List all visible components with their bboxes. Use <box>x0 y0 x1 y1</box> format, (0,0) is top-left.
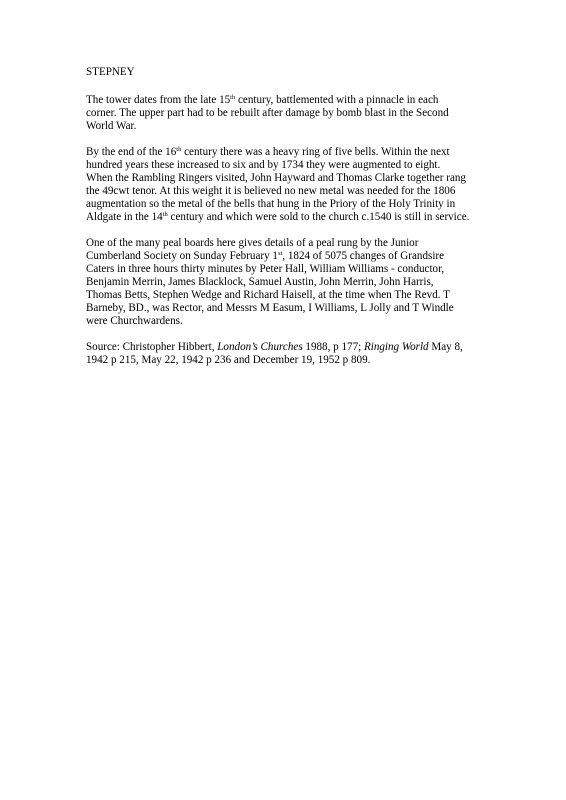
paragraph-bells <box>86 146 486 224</box>
book-title: London’s Churches <box>217 341 303 353</box>
paragraph-line <box>86 341 486 354</box>
text-run: century there was a heavy ring of five bells. Within the next <box>181 146 450 158</box>
text-run: By the end of the 16 <box>86 146 177 158</box>
text-run: century and which were sold to the church c.1540 is still in service. <box>167 211 470 223</box>
paragraph-line <box>86 146 486 159</box>
paragraph-line: One of the many peal boards here gives details of a peal rung by the Junior <box>86 237 419 249</box>
paragraph-line: Barneby, BD., was Rector, and Messrs M Easum, I Williams, L Jolly and T Windle <box>86 302 454 314</box>
text-run: century, battlemented with a pinnacle in each <box>235 94 439 106</box>
paragraph-peal-board <box>86 237 486 328</box>
text-run: 1988, p 177; <box>302 341 364 353</box>
ordinal-superscript: th <box>176 146 182 153</box>
paragraph-line: were Churchwardens. <box>86 315 183 327</box>
paragraph-line: Thomas Betts, Stephen Wedge and Richard Haisell, at the time when The Revd. T <box>86 289 450 301</box>
paragraph-line <box>86 211 486 224</box>
text-run: Aldgate in the 14 <box>86 211 163 223</box>
ordinal-superscript: th <box>162 211 168 218</box>
text-run: Source: Christopher Hibbert, <box>86 341 218 353</box>
text-run: May 8, <box>428 341 463 353</box>
text-run: Cumberland Society on Sunday February 1 <box>86 250 278 262</box>
journal-title: Ringing World <box>363 341 429 353</box>
paragraph-line: Benjamin Merrin, James Blacklock, Samuel Austin, John Merrin, John Harris, <box>86 276 434 288</box>
ordinal-superscript: st <box>277 250 283 257</box>
document-page <box>86 66 486 380</box>
paragraph-line: 1942 p 215, May 22, 1942 p 236 and December 19, 1952 p 809. <box>86 354 371 366</box>
paragraph-tower <box>86 94 486 133</box>
paragraph-line: corner. The upper part had to be rebuilt after damage by bomb blast in the Second <box>86 107 449 119</box>
text-run: , 1824 of 5075 changes of Grandsire <box>282 250 445 262</box>
page-title: STEPNEY <box>86 66 135 78</box>
ordinal-superscript: th <box>230 94 236 101</box>
paragraph-line <box>86 94 486 107</box>
paragraph-line <box>86 250 486 263</box>
paragraph-line: When the Rambling Ringers visited, John Hayward and Thomas Clarke together rang <box>86 172 466 184</box>
paragraph-line: augmentation so the metal of the bells that hung in the Priory of the Holy Trinity in <box>86 198 456 210</box>
text-run: The tower dates from the late 15 <box>86 94 231 106</box>
paragraph-line: Caters in three hours thirty minutes by Peter Hall, William Williams - conductor, <box>86 263 445 275</box>
paragraph-line: the 49cwt tenor. At this weight it is believed no new metal was needed for the 1806 <box>86 185 456 197</box>
paragraph-line: World War. <box>86 120 137 132</box>
paragraph-source <box>86 341 486 367</box>
paragraph-line: hundred years these increased to six and by 1734 they were augmented to eight. <box>86 159 441 171</box>
